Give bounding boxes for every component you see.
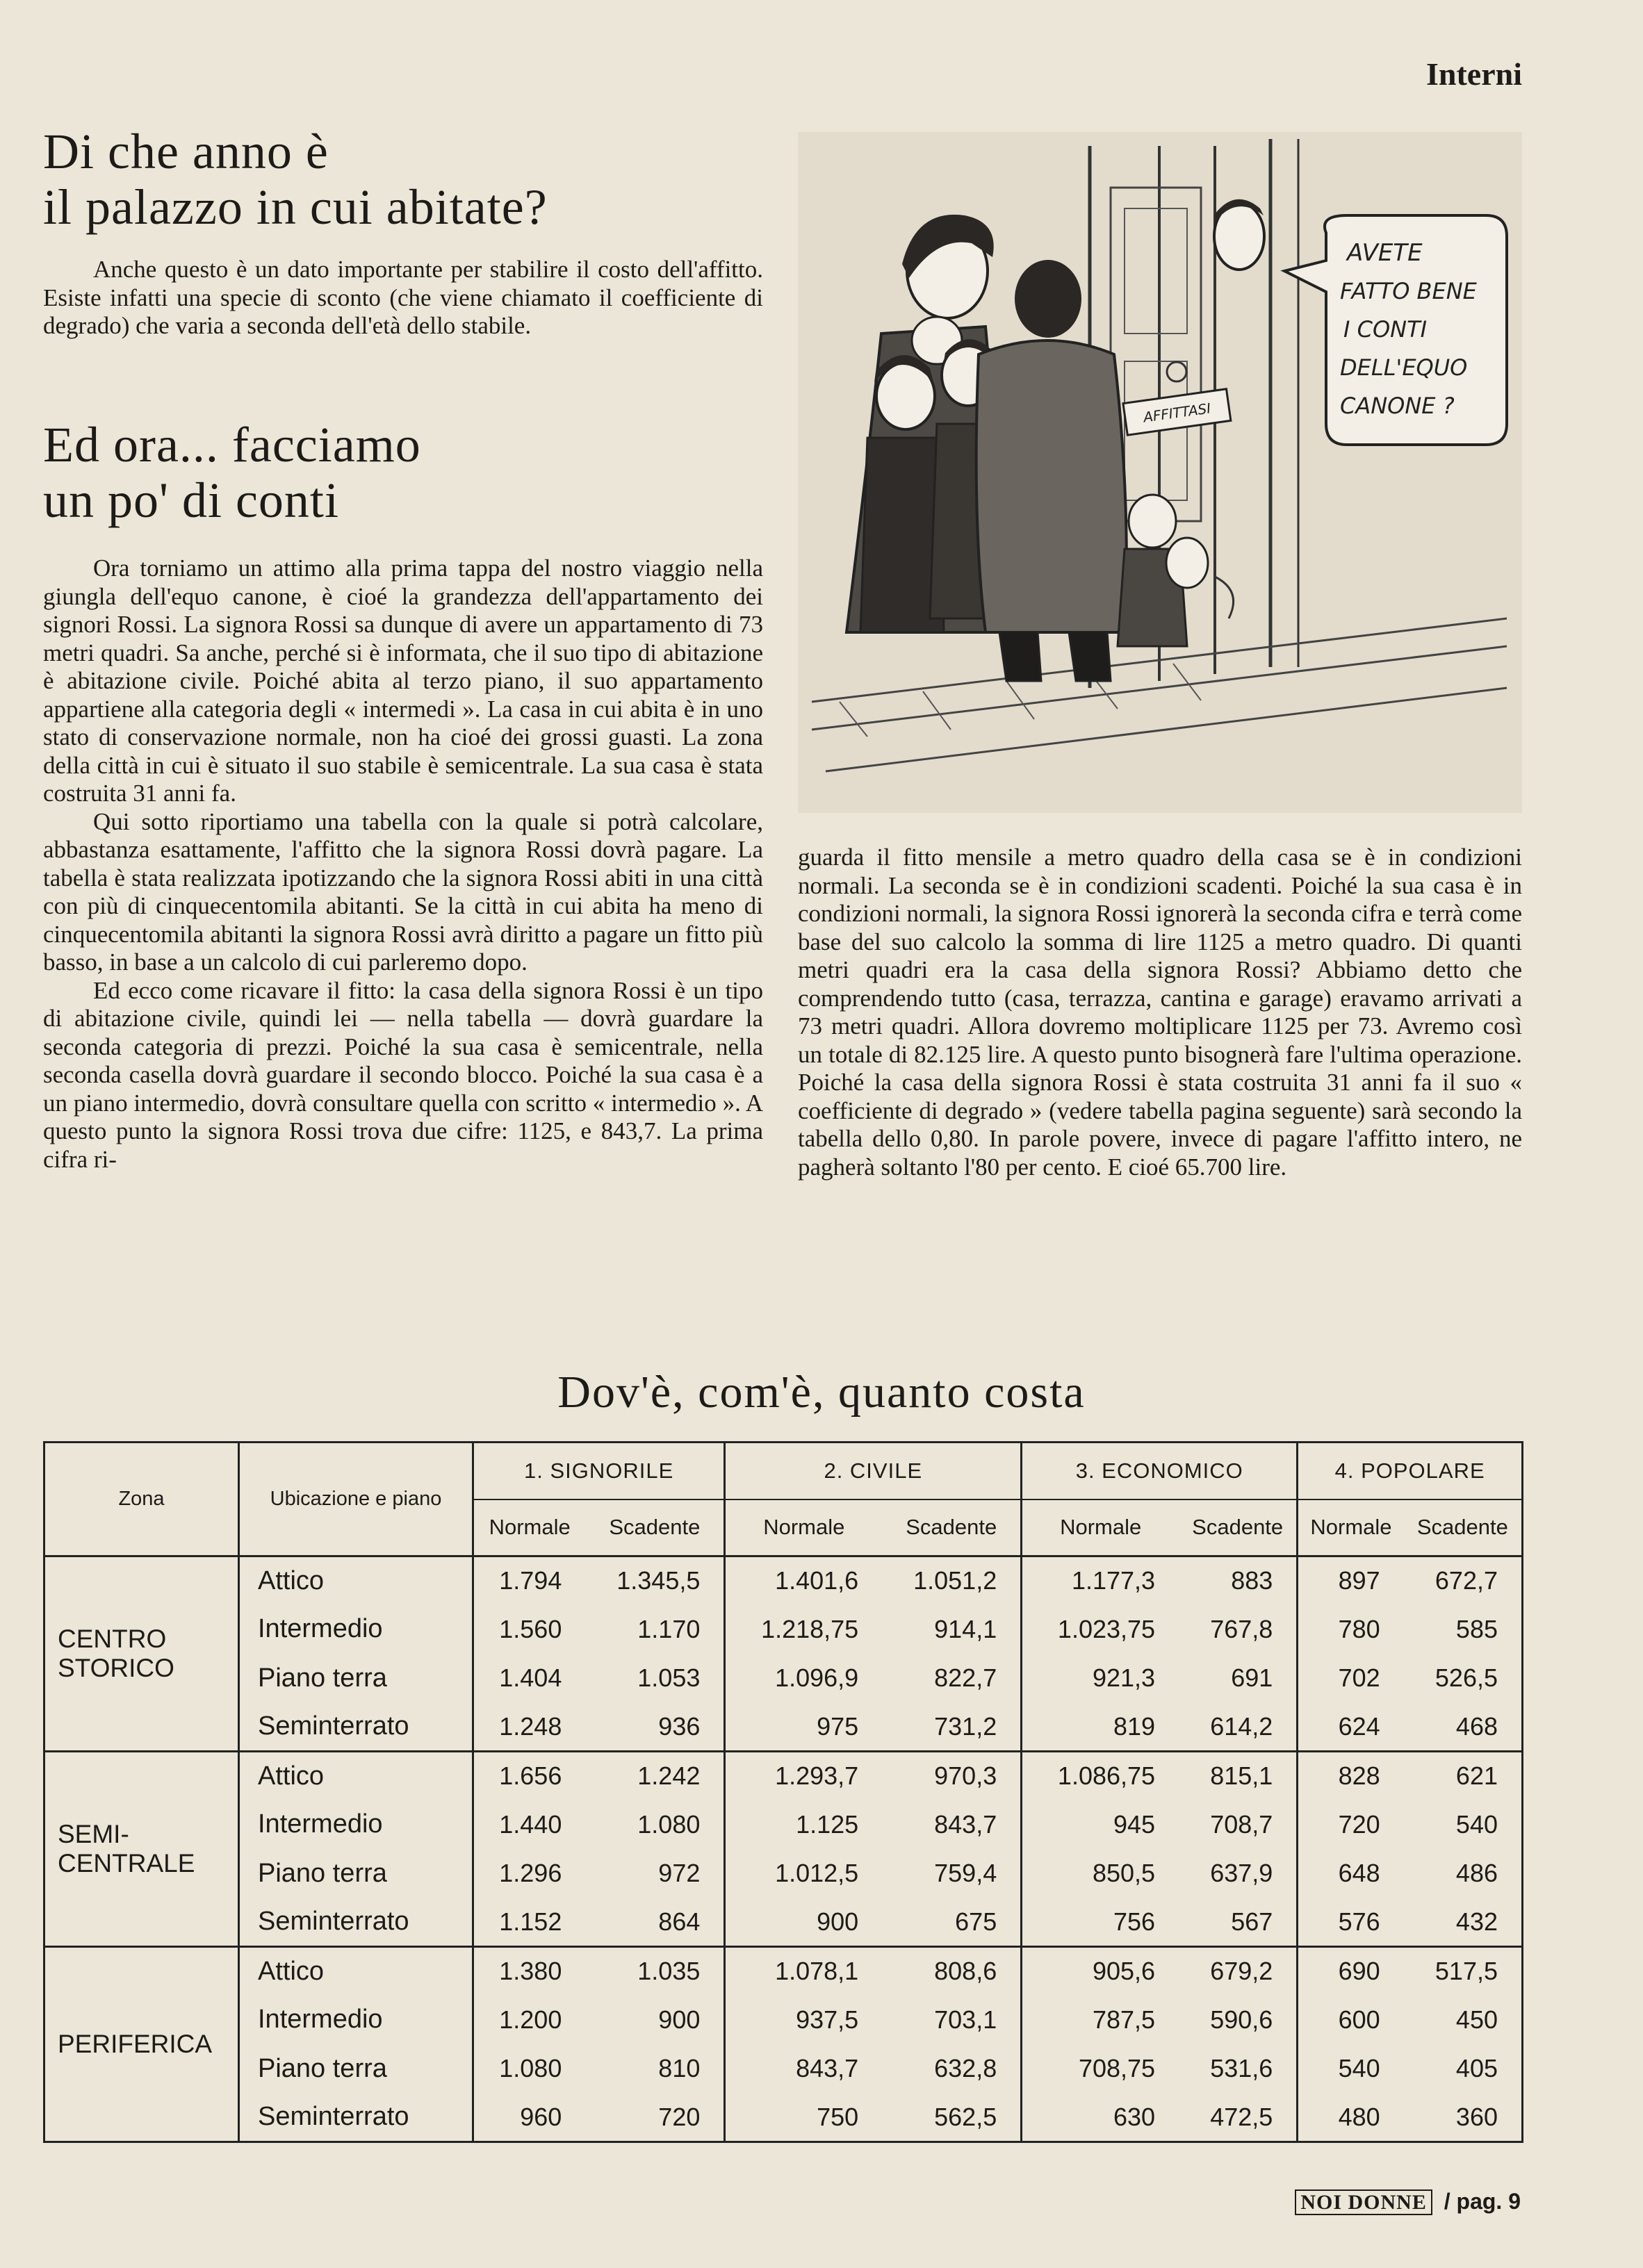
speech-line: FATTO BENE [1340, 278, 1477, 304]
table-row [44, 1556, 1523, 1605]
value-cell: 843,7 [934, 1809, 997, 1839]
zone-label: SEMI- [58, 1820, 129, 1848]
table-row [44, 1947, 1523, 1996]
value-cell: 585 [1455, 1614, 1498, 1643]
value-cell: 450 [1455, 2005, 1498, 2034]
value-cell: 614,2 [1179, 1702, 1298, 1751]
location-header: Ubicazione e piano [239, 1443, 473, 1556]
table-row [44, 1752, 1523, 1800]
value-cell: 905,6 [1022, 1947, 1179, 1996]
table-row [44, 1702, 1523, 1751]
value-cell: 756 [1022, 1898, 1179, 1946]
heading-line: Ed ora... facciamo [43, 417, 421, 472]
value-cell: 672,7 [1434, 1566, 1498, 1595]
cartoon-drawing [798, 132, 1522, 813]
value-cell: 708,75 [1022, 2044, 1179, 2093]
location-cell: Seminterrato [239, 2093, 473, 2142]
value-cell: 897 [1298, 1556, 1404, 1605]
value-cell: 1.080 [473, 2044, 586, 2093]
value-cell: 517,5 [1434, 1957, 1498, 1986]
subheader-scadente: Scadente [882, 1499, 1022, 1556]
value-cell: 360 [1455, 2102, 1498, 2131]
value-cell: 576 [1298, 1898, 1404, 1946]
value-cell: 531,6 [1210, 2054, 1273, 2083]
value-cell: 1.794 [473, 1556, 586, 1605]
value-cell: 1.051,2 [913, 1566, 997, 1595]
value-cell: 708,7 [1210, 1809, 1273, 1839]
value-cell: 1.345,5 [616, 1566, 701, 1595]
speech-line: I CONTI [1343, 316, 1428, 343]
location-cell: Intermedio [239, 1605, 473, 1654]
category-header: 2. CIVILE [725, 1443, 1022, 1499]
table-body [44, 1556, 1523, 2142]
location-cell: Seminterrato [239, 1898, 473, 1946]
affittasi-sign: AFFITTASI [1142, 400, 1212, 426]
paragraph: guarda il fitto mensile a metro quadro della casa se è in condizioni normali. La seconda se è in condizioni scadenti. Poiché la sua casa è in condizioni normali, la signora Rossi ignorerà la seconda cifra e terrà come base del suo calcolo la somma di lire 1125 a metro quadro. Di quanti metri quadri era la casa della signora Rossi? Abbiamo detto che comprendendo tutto (casa, terrazza, cantina e garage) eravamo arrivati a 73 metri quadri. Allora dovremo moltiplicare 1125 per 73. Avremo così un totale di 82.125 lire. A questo punto bisognerà fare l'ultima operazione. Poiché la casa della signora Rossi è stata costruita 31 anni fa il suo « coefficiente di degrado » (vedere tabella pagina seguente) sarà secondo la tabella dello 0,80. In parole povere, invece di pagare l'affitto intero, ne pagherà soltanto l'80 per cento. E cioé 65.700 lire. [798, 844, 1522, 1181]
value-cell: 720 [1298, 1800, 1404, 1849]
page-number: pag. 9 [1456, 2189, 1521, 2214]
category-header: 1. SIGNORILE [473, 1443, 725, 1499]
value-cell: 1.012,5 [725, 1849, 882, 1898]
value-cell: 1.440 [473, 1800, 586, 1849]
cartoon-illustration [798, 132, 1522, 813]
value-cell: 1.096,9 [725, 1654, 882, 1702]
body-right-column [798, 844, 1522, 1181]
value-cell: 850,5 [1022, 1849, 1179, 1898]
value-cell: 1.086,75 [1022, 1752, 1179, 1800]
speech-line: DELL'EQUO [1340, 354, 1468, 381]
value-cell: 1.248 [473, 1702, 586, 1751]
category-header: 3. ECONOMICO [1022, 1443, 1298, 1499]
value-cell: 1.656 [473, 1752, 586, 1800]
value-cell: 787,5 [1022, 1996, 1179, 2044]
value-cell: 486 [1455, 1859, 1498, 1888]
intro-paragraph [43, 256, 763, 340]
section-label: Interni [1426, 56, 1522, 92]
body-left-column [43, 554, 763, 1174]
value-cell: 970,3 [934, 1761, 997, 1791]
magazine-logo: NOI DONNE [1295, 2189, 1432, 2215]
value-cell: 864 [585, 1898, 725, 1946]
heading-line: il palazzo in cui abitate? [43, 179, 548, 235]
value-cell: 703,1 [934, 2005, 997, 2034]
heading-facciamo-conti [43, 417, 421, 528]
value-cell: 675 [882, 1898, 1022, 1946]
subheader-normale: Normale [473, 1499, 586, 1556]
table-row [44, 2044, 1523, 2093]
zone-header: Zona [44, 1443, 239, 1556]
subheader-scadente: Scadente [1404, 1499, 1523, 1556]
zone-label: STORICO [58, 1654, 174, 1682]
value-cell: 562,5 [934, 2102, 997, 2131]
value-cell: 1.560 [473, 1605, 586, 1654]
value-cell: 600 [1298, 1996, 1404, 2044]
value-cell: 759,4 [934, 1859, 997, 1888]
table-row [44, 1654, 1523, 1702]
value-cell: 480 [1298, 2093, 1404, 2142]
table-row [44, 1800, 1523, 1849]
value-cell: 1.218,75 [725, 1605, 882, 1654]
footer-separator: / [1444, 2189, 1450, 2214]
value-cell: 567 [1179, 1898, 1298, 1946]
value-cell: 975 [725, 1702, 882, 1751]
location-cell: Intermedio [239, 1996, 473, 2044]
subheader-normale: Normale [1298, 1499, 1404, 1556]
value-cell: 767,8 [1210, 1614, 1273, 1643]
location-cell: Piano terra [239, 2044, 473, 2093]
value-cell: 648 [1298, 1849, 1404, 1898]
value-cell: 632,8 [934, 2054, 997, 2083]
value-cell: 972 [658, 1859, 701, 1888]
value-cell: 1.401,6 [725, 1556, 882, 1605]
value-cell: 1.023,75 [1022, 1605, 1179, 1654]
table-row [44, 1898, 1523, 1946]
value-cell: 1.035 [637, 1957, 701, 1986]
zone-cell [44, 1556, 239, 1752]
table-row [44, 2093, 1523, 2142]
value-cell: 1.152 [473, 1898, 586, 1946]
value-cell: 900 [658, 2005, 701, 2034]
value-cell: 1.080 [637, 1809, 701, 1839]
value-cell: 1.125 [725, 1800, 882, 1849]
zone-label: CENTRALE [58, 1849, 195, 1877]
value-cell: 590,6 [1210, 2005, 1273, 2034]
value-cell: 828 [1298, 1752, 1404, 1800]
value-cell: 405 [1455, 2054, 1498, 2083]
value-cell: 432 [1404, 1898, 1523, 1946]
location-cell: Intermedio [239, 1800, 473, 1849]
zone-label: CENTRO [58, 1625, 167, 1653]
value-cell: 843,7 [725, 2044, 882, 2093]
value-cell: 690 [1298, 1947, 1404, 1996]
value-cell: 1.078,1 [725, 1947, 882, 1996]
zone-label: PERIFERICA [58, 2030, 213, 2058]
subheader-normale: Normale [725, 1499, 882, 1556]
category-header: 4. POPOLARE [1298, 1443, 1523, 1499]
value-cell: 883 [1231, 1566, 1273, 1595]
subheader-scadente: Scadente [585, 1499, 725, 1556]
heading-line: Di che anno è [43, 124, 329, 179]
value-cell: 945 [1022, 1800, 1179, 1849]
location-cell: Attico [239, 1752, 473, 1800]
value-cell: 621 [1455, 1761, 1498, 1791]
table-row [44, 1996, 1523, 2044]
subheader-normale: Normale [1022, 1499, 1179, 1556]
value-cell: 780 [1298, 1605, 1404, 1654]
table-row [44, 1849, 1523, 1898]
value-cell: 1.380 [473, 1947, 586, 1996]
location-cell: Seminterrato [239, 1702, 473, 1751]
value-cell: 637,9 [1210, 1859, 1273, 1888]
rent-table [43, 1441, 1523, 2143]
value-cell: 810 [658, 2054, 701, 2083]
location-cell: Attico [239, 1556, 473, 1605]
value-cell: 624 [1298, 1702, 1404, 1751]
value-cell: 819 [1022, 1702, 1179, 1751]
value-cell: 914,1 [934, 1614, 997, 1643]
value-cell: 720 [658, 2102, 701, 2131]
zone-cell [44, 1947, 239, 2142]
value-cell: 731,2 [882, 1702, 1022, 1751]
table-title: Dov'è, com'è, quanto costa [557, 1367, 1086, 1418]
value-cell: 1.170 [637, 1614, 701, 1643]
value-cell: 630 [1022, 2093, 1179, 2142]
value-cell: 1.200 [473, 1996, 586, 2044]
value-cell: 1.242 [637, 1761, 701, 1791]
value-cell: 808,6 [934, 1957, 997, 1986]
value-cell: 468 [1404, 1702, 1523, 1751]
page-footer [1295, 2189, 1521, 2214]
value-cell: 702 [1298, 1654, 1404, 1702]
value-cell: 1.293,7 [725, 1752, 882, 1800]
speech-line: CANONE ? [1340, 393, 1455, 419]
value-cell: 900 [725, 1898, 882, 1946]
value-cell: 822,7 [934, 1663, 997, 1693]
value-cell: 750 [725, 2093, 882, 2142]
value-cell: 472,5 [1210, 2102, 1273, 2131]
speech-line: AVETE [1347, 239, 1423, 267]
value-cell: 1.404 [473, 1654, 586, 1702]
paragraph: Anche questo è un dato importante per stabilire il costo dell'affitto. Esiste infatti una specie di sconto (che viene chiamato il coefficiente di degrado) che varia a seconda dell'età dello stabile. [43, 256, 763, 339]
value-cell: 1.053 [637, 1663, 701, 1693]
zone-cell [44, 1752, 239, 1947]
table-row [44, 1605, 1523, 1654]
paragraph: Qui sotto riportiamo una tabella con la quale si potrà calcolare, abbastanza esattamente, l'affitto che la signora Rossi dovrà pagare. La tabella è stata realizzata ipotizzando che la signora Rossi abiti in una città con più di cinquecentomila abitanti. Se la città in cui abita ha meno di cinquecentomila abitanti la signora Rossi avrà diritto a pagare un fitto più basso, in base a un calcolo di cui parleremo dopo. [43, 807, 763, 976]
subheader-scadente: Scadente [1179, 1499, 1298, 1556]
value-cell: 960 [473, 2093, 586, 2142]
value-cell: 526,5 [1434, 1663, 1498, 1693]
value-cell: 679,2 [1210, 1957, 1273, 1986]
location-cell: Piano terra [239, 1654, 473, 1702]
table-header-row [44, 1443, 1523, 1499]
value-cell: 937,5 [725, 1996, 882, 2044]
heading-line: un po' di conti [43, 472, 339, 528]
value-cell: 815,1 [1210, 1761, 1273, 1791]
heading-palazzo-anno [43, 124, 548, 235]
value-cell: 1.296 [473, 1849, 586, 1898]
paragraph: Ora torniamo un attimo alla prima tappa del nostro viaggio nella giungla dell'equo canone, è cioé la grandezza dell'appartamento dei signori Rossi. La signora Rossi sa dunque di avere un appartamento di 73 metri quadri. Sa anche, perché si è informata, che il suo tipo di abitazione è abitazione civile. Poiché abita al terzo piano, il suo appartamento appartiene alla categoria degli « intermedi ». La casa in cui abita è in uno stato di conservazione normale, non ha cioé dei grossi guasti. La zona della città in cui è situato il suo stabile è semicentrale. La sua casa è stata costruita 31 anni fa. [43, 554, 763, 807]
location-cell: Attico [239, 1947, 473, 1996]
value-cell: 691 [1231, 1663, 1273, 1693]
value-cell: 540 [1298, 2044, 1404, 2093]
location-cell: Piano terra [239, 1849, 473, 1898]
value-cell: 1.177,3 [1022, 1556, 1179, 1605]
paragraph: Ed ecco come ricavare il fitto: la casa della signora Rossi è un tipo di abitazione civile, quindi lei — nella tabella — dovrà guardare la seconda categoria di prezzi. Poiché la sua casa è semicentrale, nella seconda casella dovrà guardare il secondo blocco. Poiché la sua casa è a un piano intermedio, dovrà consultare quella con scritto « intermedio ». A questo punto la signora Rossi trova due cifre: 1125, e 843,7. La prima cifra ri- [43, 976, 763, 1173]
value-cell: 921,3 [1022, 1654, 1179, 1702]
value-cell: 936 [585, 1702, 725, 1751]
value-cell: 540 [1455, 1809, 1498, 1839]
